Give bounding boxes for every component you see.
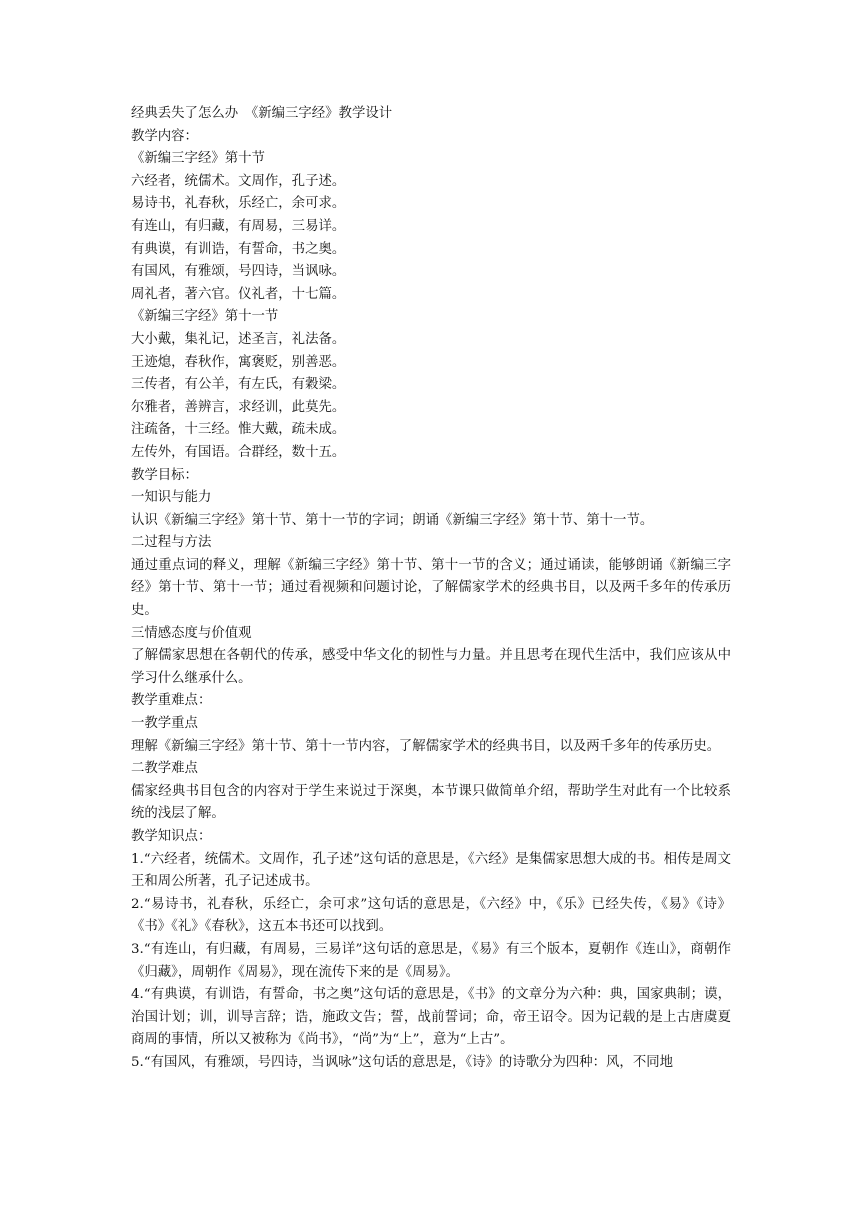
goals-heading: 教学目标：: [131, 467, 198, 483]
verse-line: 注疏备，十三经。惟大戴，疏未成。: [131, 422, 346, 438]
verse-line: 周礼者，著六官。仪礼者，十七篇。: [131, 286, 346, 302]
goal-subheading: 一知识与能力: [131, 490, 212, 506]
knowledge-item: 2.“易诗书，礼春秋，乐经亡，余可求”这句话的意思是，《六经》中，《乐》已经失传，《易》《诗》《书》《礼》《春秋》，这五本书还可以找到。: [131, 896, 731, 935]
key-point-text: 理解《新编三字经》第十节、第十一节内容，了解儒家学术的经典书目，以及两千多年的传承历史。: [131, 738, 721, 754]
knowledge-item: 1.“六经者，统儒术。文周作，孔子述”这句话的意思是，《六经》是集儒家思想大成的书。相传是周文王和周公所著，孔子记述成书。: [131, 851, 731, 890]
goal-text: 认识《新编三字经》第十节、第十一节的字词；朗诵《新编三字经》第十节、第十一节。: [131, 512, 654, 528]
verse-line: 有连山，有归藏，有周易，三易详。: [131, 218, 346, 234]
verse-line: 六经者，统儒术。文周作，孔子述。: [131, 173, 346, 189]
key-point-subheading: 一教学重点: [131, 716, 198, 732]
document-page: [131, 103, 731, 1075]
goal-subheading: 二过程与方法: [131, 535, 212, 551]
verse-line: 三传者，有公羊，有左氏，有穀梁。: [131, 377, 346, 393]
verse-line: 有典谟，有训诰，有誓命，书之奥。: [131, 241, 346, 257]
goal-text: 了解儒家思想在各朝代的传承，感受中华文化的韧性与力量。并且思考在现代生活中，我们应该从中学习什么继承什么。: [131, 648, 731, 686]
key-points-heading: 教学重难点：: [131, 693, 212, 709]
section11-heading: 《新编三字经》第十一节: [131, 309, 279, 325]
verse-line: 左传外，有国语。合群经，数十五。: [131, 444, 346, 460]
goal-subheading: 三情感态度与价值观: [131, 625, 252, 641]
content-heading: 教学内容：: [131, 128, 198, 144]
knowledge-item: 3.“有连山，有归藏，有周易，三易详”这句话的意思是，《易》有三个版本，夏朝作《连山》，商朝作《归藏》，周朝作《周易》，现在流传下来的是《周易》。: [131, 941, 731, 980]
verse-line: 王迹熄，春秋作，寓褒贬，别善恶。: [131, 354, 346, 370]
document-title: 经典丢失了怎么办 《新编三字经》教学设计: [131, 106, 393, 121]
key-point-subheading: 二教学难点: [131, 761, 198, 777]
knowledge-heading: 教学知识点：: [131, 829, 212, 844]
knowledge-item: 4.“有典谟，有训诰，有誓命，书之奥”这句话的意思是，《书》的文章分为六种：典，国家典制；谟，治国计划；训，训导言辞；诰，施政文告；誓，战前誓词；命，帝王诏令。因为记载的是上古唐虞夏商周的事情，所以又被称为《尚书》，“尚”为“上”，意为“上古”。: [131, 987, 731, 1048]
knowledge-item: 5.“有国风，有雅颂，号四诗，当讽咏”这句话的意思是，《诗》的诗歌分为四种：风，不同地: [131, 1054, 673, 1070]
verse-line: 有国风，有雅颂，号四诗，当讽咏。: [131, 264, 346, 280]
section10-heading: 《新编三字经》第十节: [131, 151, 265, 167]
verse-line: 易诗书，礼春秋，乐经亡，余可求。: [131, 196, 346, 212]
verse-line: 大小戴，集礼记，述圣言，礼法备。: [131, 331, 346, 347]
key-point-text: 儒家经典书目包含的内容对于学生来说过于深奥，本节课只做简单介绍，帮助学生对此有一个比较系统的浅层了解。: [131, 783, 731, 822]
verse-line: 尔雅者，善辨言，求经训，此莫先。: [131, 399, 346, 415]
goal-text: 通过重点词的释义，理解《新编三字经》第十节、第十一节的含义；通过诵读，能够朗诵《新编三字经》第十节、第十一节；通过看视频和问题讨论，了解儒家学术的经典书目，以及两千多年的传承历史。: [131, 557, 731, 619]
